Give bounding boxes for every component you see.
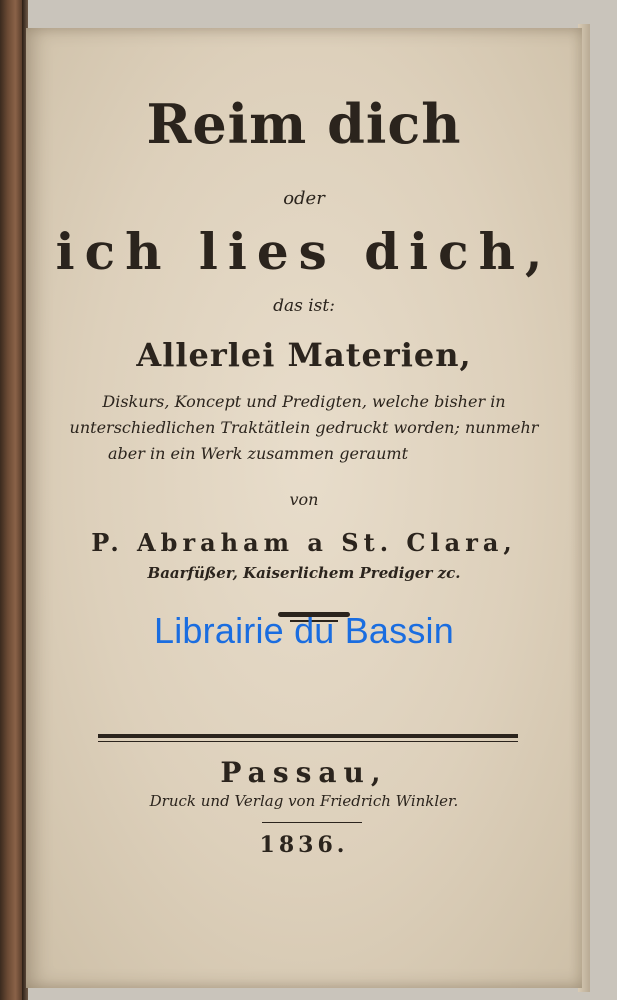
description-line-2: unterschiedlichen Traktätlein gedruckt worden; nunmehr bbox=[69, 418, 539, 437]
description-line-1: Diskurs, Koncept und Predigten, welche bisher in bbox=[102, 392, 506, 411]
imprint-year: 1836. bbox=[259, 832, 349, 858]
short-rule bbox=[262, 822, 362, 823]
by-line: von bbox=[289, 490, 319, 509]
imprint-printer: Druck und Verlag von Friedrich Winkler. bbox=[149, 792, 459, 810]
book-spine bbox=[0, 0, 22, 1000]
author-name: P. Abraham a St. Clara, bbox=[91, 528, 517, 557]
subtitle-intro: das ist: bbox=[273, 296, 335, 316]
description-line-3: aber in ein Werk zusammen geraumt bbox=[108, 444, 408, 463]
title-line-3: ich lies dich, bbox=[55, 222, 553, 281]
title-line-1: Reim dich bbox=[146, 92, 462, 156]
rule-thin bbox=[98, 741, 518, 742]
title-line-2: oder bbox=[283, 188, 325, 209]
watermark-text: Librairie du Bassin bbox=[154, 610, 454, 651]
imprint-city: Passau, bbox=[220, 756, 388, 789]
subtitle-main: Allerlei Materien, bbox=[136, 336, 472, 374]
author-title: Baarfüßer, Kaiserlichem Prediger zc. bbox=[147, 564, 461, 582]
rule-thick bbox=[98, 734, 518, 738]
